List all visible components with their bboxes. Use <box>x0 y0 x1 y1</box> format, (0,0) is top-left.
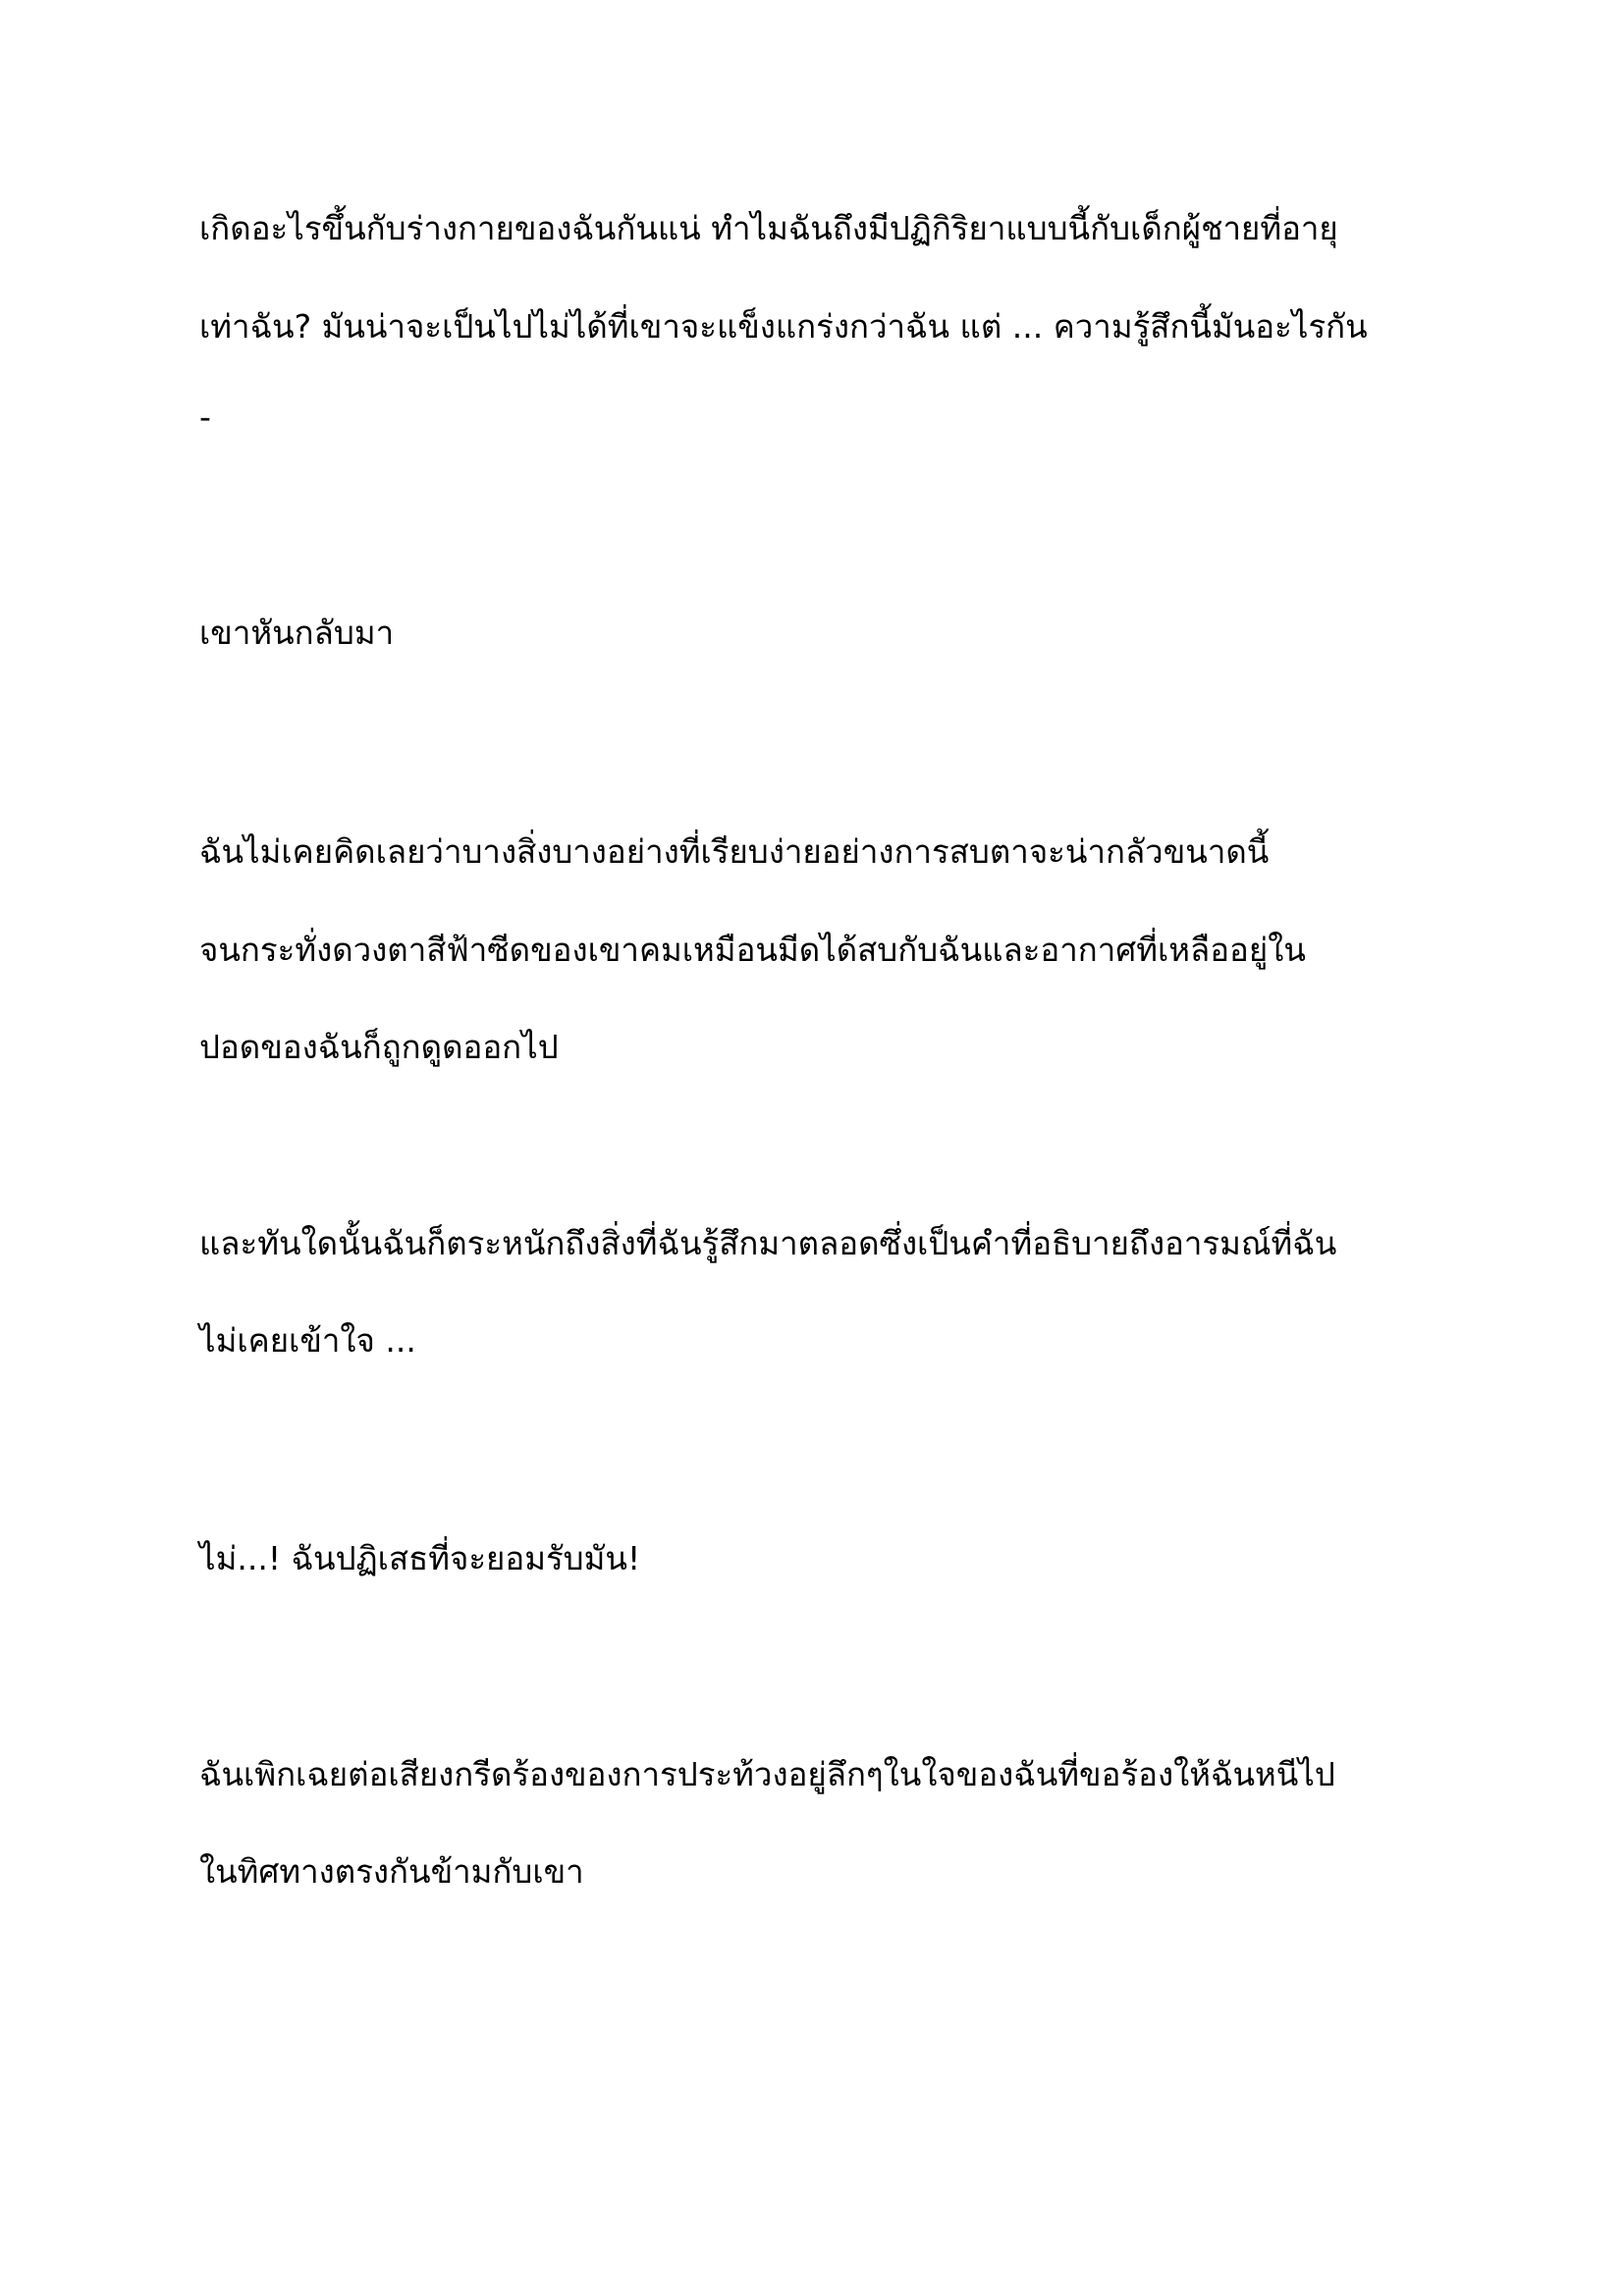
text-line: ในทิศทางตรงกันข้ามกับเขา <box>199 1852 584 1891</box>
text-line: ฉันเพิกเฉยต่อเสียงกรีดร้องของการประท้วงอยู่ลึกๆในใจของฉันที่ขอร้องให้ฉันหนีไป <box>199 1755 1335 1793</box>
text-line: เกิดอะไรขึ้นกับร่างกายของฉันกันแน่ ทำไมฉันถึงมีปฏิกิริยาแบบนี้กับเด็กผู้ชายที่อายุ <box>199 209 1338 247</box>
text-line: ไม่...! ฉันปฏิเสธที่จะยอมรับมัน! <box>199 1539 641 1577</box>
text-line: ไม่เคยเข้าใจ ... <box>199 1321 416 1360</box>
text-line: เท่าฉัน? มันน่าจะเป็นไปไม่ได้ที่เขาจะแข็งแกร่งกว่าฉัน แต่ ... ความรู้สึกนี้มันอะไรกัน <box>199 307 1368 346</box>
text-line: และทันใดนั้นฉันก็ตระหนักถึงสิ่งที่ฉันรู้สึกมาตลอดซึ่งเป็นคำที่อธิบายถึงอารมณ์ที่ฉัน <box>199 1224 1337 1262</box>
text-line: เขาหันกลับมา <box>199 614 395 652</box>
text-line: จนกระทั่งดวงตาสีฟ้าซีดของเขาคมเหมือนมีดได้สบกับฉันและอากาศที่เหลืออยู่ใน <box>199 931 1306 969</box>
text-line: - <box>199 398 211 436</box>
text-line: ปอดของฉันก็ถูกดูดออกไป <box>199 1028 559 1066</box>
text-line: ฉันไม่เคยคิดเลยว่าบางสิ่งบางอย่างที่เรียบง่ายอย่างการสบตาจะน่ากลัวขนาดนี้ <box>199 832 1270 871</box>
